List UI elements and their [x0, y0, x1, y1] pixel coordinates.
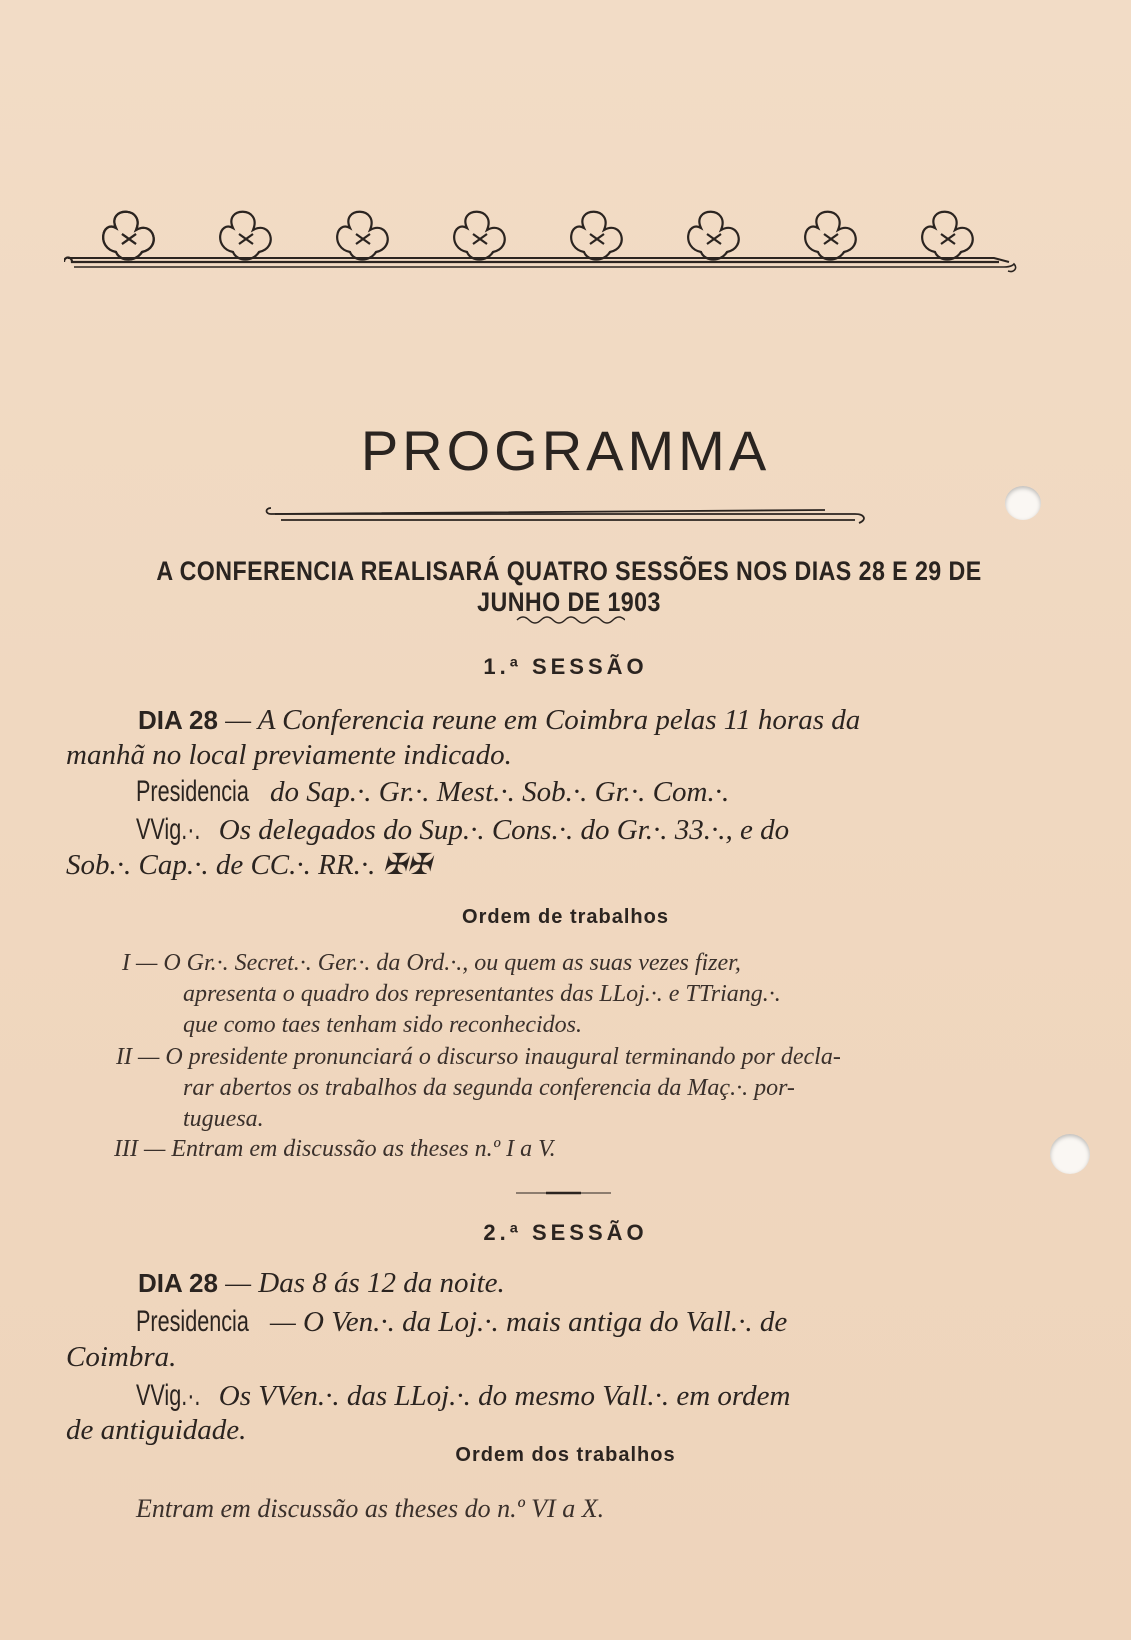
- vvig-label: VVig.·.: [136, 813, 201, 846]
- session-1-item: apresenta o quadro dos representantes das LLoj.·. e TTriang.·.: [183, 981, 781, 1007]
- session-2-vvig-cont: de antiguidade.: [66, 1414, 247, 1446]
- session-2-presidencia-cont: Coimbra.: [66, 1341, 177, 1373]
- session-1-line-2: manhã no local previamente indicado.: [66, 739, 512, 771]
- session-2-line-1: [138, 1266, 1058, 1301]
- session-1-presidencia: [136, 774, 1056, 810]
- presidencia-text: — O Ven.·. da Loj.·. mais antiga do Vall.·. de: [270, 1306, 788, 1338]
- presidencia-text: do Sap.·. Gr.·. Mest.·. Sob.·. Gr.·. Com.·.: [270, 776, 730, 808]
- session-2-item: Entram em discussão as theses do n.º VI a X.: [136, 1494, 605, 1523]
- session-2-vvig: [136, 1378, 1066, 1414]
- title-underline-ornament: [265, 500, 885, 530]
- vvig-text: Os delegados do Sup.·. Cons.·. do Gr.·. 33.·., e do: [218, 814, 790, 846]
- session-1-item: III — Entram em discussão as theses n.º I a V.: [114, 1136, 556, 1162]
- vvig-label: VVig.·.: [136, 1379, 201, 1412]
- vvig-text: Os VVen.·. das LLoj.·. do mesmo Vall.·. em ordem: [218, 1380, 791, 1412]
- session-2-ordem-heading: Ordem dos trabalhos: [455, 1444, 676, 1466]
- session-1-item: rar abertos os trabalhos da segunda conferencia da Maç.·. por-: [183, 1075, 795, 1101]
- session-1-vvig-cont: Sob.·. Cap.·. de CC.·. RR.·. ✠✠: [66, 849, 432, 881]
- session-2-presidencia: [136, 1304, 1066, 1340]
- session-1-day: DIA 28: [138, 705, 218, 735]
- wave-divider: [515, 612, 625, 626]
- session-2-heading: 2.ª SESSÃO: [483, 1220, 648, 1245]
- trefoil-border-ornament: [64, 198, 1064, 288]
- punch-hole-top: [1005, 486, 1041, 520]
- session-2-text-1: — Das 8 ás 12 da noite.: [225, 1267, 505, 1299]
- session-1-item: II — O presidente pronunciará o discurso inaugural terminando por decla-: [116, 1044, 841, 1070]
- session-1-line-1: [138, 703, 1058, 738]
- presidencia-label: Presidencia: [136, 1305, 249, 1338]
- conference-subtitle: A CONFERENCIA REALISARÁ QUATRO SESSÕES NOS DIAS 28 E 29 DE JUNHO DE 1903: [156, 556, 982, 617]
- presidencia-label: Presidencia: [136, 775, 249, 808]
- page-title: PROGRAMMA: [360, 419, 771, 482]
- session-1-ordem-heading: Ordem de trabalhos: [462, 906, 669, 928]
- session-1-item: tuguesa.: [183, 1106, 264, 1132]
- session-1-item: I — O Gr.·. Secret.·. Ger.·. da Ord.·., ou quem as suas vezes fizer,: [122, 950, 741, 976]
- session-1-vvig: [136, 812, 1066, 848]
- punch-hole-bottom: [1050, 1134, 1090, 1174]
- section-divider: [516, 1190, 611, 1196]
- session-2-day: DIA 28: [138, 1268, 218, 1298]
- session-1-text-1: — A Conferencia reune em Coimbra pelas 11 horas da: [225, 704, 861, 736]
- session-1-item: que como taes tenham sido reconhecidos.: [183, 1012, 583, 1038]
- session-1-heading: 1.ª SESSÃO: [483, 654, 648, 679]
